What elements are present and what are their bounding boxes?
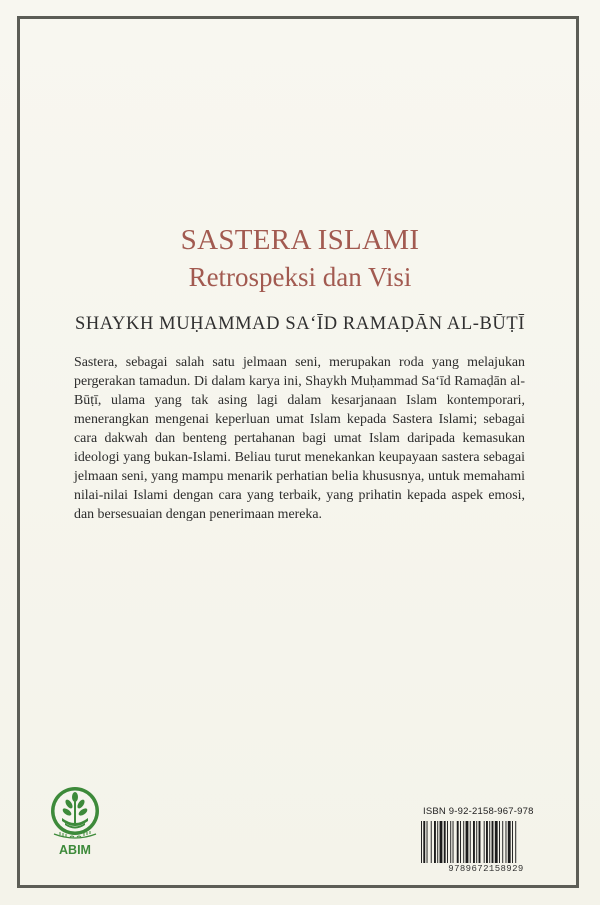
barcode-bar (440, 821, 443, 863)
barcode-bar (506, 821, 507, 863)
barcode-bars (419, 821, 553, 863)
book-author: SHAYKH MUḤAMMAD SA‘ĪD RAMAḌĀN AL-BŪṬĪ (74, 314, 526, 334)
barcode (417, 806, 555, 878)
barcode-bar (453, 821, 454, 863)
barcode-bar (502, 821, 503, 863)
barcode-bar (466, 821, 469, 863)
barcode-bar (499, 821, 500, 863)
barcode-bar (457, 821, 459, 863)
book-blurb: Sastera, sebagai salah satu jelmaan seni, merupakan roda yang melajukan pergerakan tamadun. Di dalam karya ini, Shaykh Muḥammad Sa‘īd Ramaḍān al-Būṭī, ulama yang tak asing lagi dalam kesarjanaan Islam kontemporari, menerangkan mengenai keperluan umat Islam kepada Sastera Islami; sebagai cara dakwah dan benteng pertahanan bagi umat Islam daripada kemasukan ideologi yang bukan-Islami. Beliau turut menekankan keupayaan sastera sebagai jelmaan seni, yang mampu menarik perhatian belia khususnya, untuk memahami nilai-nilai Islami dengan cara yang terbaik, yang prihatin kepada aspek emosi, dan bersesuaian dengan penerimaan mereka. (74, 355, 525, 522)
barcode-bar (492, 821, 494, 863)
book-subtitle: Retrospeksi dan Visi (188, 262, 412, 292)
barcode-bar (431, 821, 432, 863)
barcode-bar (423, 821, 425, 863)
barcode-bar (495, 821, 498, 863)
barcode-bar (489, 821, 490, 863)
barcode-bar (447, 821, 448, 863)
isbn-label: ISBN 9-92-2158-967-978 (423, 806, 534, 817)
barcode-bar (463, 821, 464, 863)
barcode-bar (515, 821, 516, 863)
barcode-bar (450, 821, 451, 863)
barcode-bar (460, 821, 461, 863)
barcode-bar (421, 821, 422, 863)
barcode-bar (508, 821, 511, 863)
barcode-bar (476, 821, 477, 863)
barcode-bar (437, 821, 438, 863)
barcode-digits: 9789672158929 (448, 864, 524, 874)
abim-leaf-icon (48, 784, 102, 842)
barcode-bar (434, 821, 436, 863)
publisher-logo (48, 784, 102, 860)
barcode-bar (512, 821, 513, 863)
barcode-bar (444, 821, 446, 863)
publisher-name: ABIM (59, 843, 91, 857)
barcode-bar (470, 821, 471, 863)
barcode-bar (479, 821, 481, 863)
book-title: SASTERA ISLAMI (180, 224, 420, 256)
barcode-bar (473, 821, 475, 863)
barcode-bar (484, 821, 485, 863)
barcode-bar (486, 821, 488, 863)
barcode-bar (427, 821, 428, 863)
